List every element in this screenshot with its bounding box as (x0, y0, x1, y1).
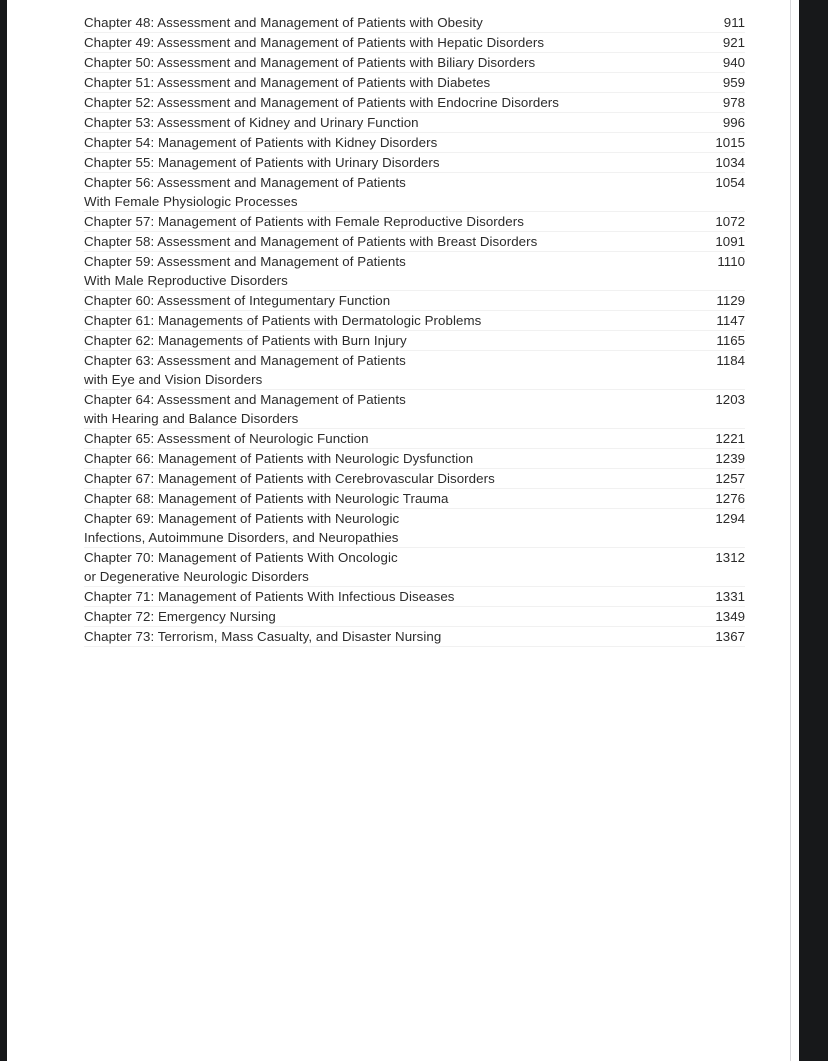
toc-entry[interactable] (84, 53, 745, 73)
toc-entry-line (84, 390, 745, 428)
toc-entry[interactable] (84, 113, 745, 133)
toc-entry[interactable] (84, 429, 745, 449)
toc-entry-line (84, 469, 745, 488)
toc-entry-page-number: 1239 (715, 451, 745, 466)
toc-entry-page-number: 1110 (717, 254, 745, 269)
toc-entry-page-number: 1054 (715, 175, 745, 190)
toc-entry[interactable] (84, 390, 745, 429)
toc-entry-page-number: 978 (722, 95, 745, 110)
toc-entry-title: Chapter 57: Management of Patients with Female Reproductive Disorders (84, 214, 524, 229)
toc-entry[interactable] (84, 587, 745, 607)
toc-entry[interactable] (84, 73, 745, 93)
toc-entry[interactable] (84, 33, 745, 53)
toc-entry[interactable] (84, 291, 745, 311)
toc-entry[interactable] (84, 13, 745, 33)
toc-entry-line (84, 607, 745, 626)
toc-entry-page-number: 996 (722, 115, 745, 130)
toc-entry-title: Chapter 68: Management of Patients with Neurologic Trauma (84, 491, 449, 506)
toc-entry[interactable] (84, 232, 745, 252)
toc-entry-line (84, 13, 745, 32)
toc-entry-title: Chapter 62: Managements of Patients with Burn Injury (84, 333, 407, 348)
toc-entry-page-number: 1221 (715, 431, 745, 446)
toc-entry-title: Chapter 60: Assessment of Integumentary Function (84, 293, 391, 308)
toc-entry-line (84, 311, 745, 330)
toc-entry-line (84, 489, 745, 508)
toc-entry-title: Chapter 53: Assessment of Kidney and Urinary Function (84, 115, 419, 130)
toc-entry-line (84, 212, 745, 231)
toc-entry-line (84, 449, 745, 468)
toc-entry[interactable] (84, 449, 745, 469)
toc-entry-line (84, 93, 745, 112)
toc-entry[interactable] (84, 153, 745, 173)
toc-entry-title: Chapter 66: Management of Patients with Neurologic Dysfunction (84, 451, 474, 466)
toc-entry-title: Chapter 58: Assessment and Management of Patients with Breast Disorders (84, 234, 538, 249)
toc-entry-page-number: 1147 (716, 313, 745, 328)
toc-entry-title: Chapter 54: Management of Patients with Kidney Disorders (84, 135, 438, 150)
toc-entry[interactable] (84, 173, 745, 212)
toc-entry-page-number: 1312 (715, 550, 745, 565)
toc-entry[interactable] (84, 311, 745, 331)
toc-entry[interactable] (84, 469, 745, 489)
toc-entry[interactable] (84, 627, 745, 647)
toc-entry-line (84, 252, 745, 290)
toc-entry-title: Chapter 65: Assessment of Neurologic Function (84, 431, 369, 446)
toc-entry[interactable] (84, 607, 745, 627)
toc-entry-line (84, 548, 745, 586)
toc-entry-title: Chapter 71: Management of Patients With Infectious Diseases (84, 589, 455, 604)
toc-entry-page-number: 1331 (715, 589, 745, 604)
toc-entry-title: Chapter 51: Assessment and Management of Patients with Diabetes (84, 75, 491, 90)
toc-entry[interactable] (84, 509, 745, 548)
toc-entry-line (84, 291, 745, 310)
toc-entry-page-number: 1015 (715, 135, 745, 150)
toc-entry-line (84, 33, 745, 52)
toc-entry-page-number: 1072 (715, 214, 745, 229)
toc-entry[interactable] (84, 548, 745, 587)
toc-entry-title: Chapter 69: Management of Patients with Neurologic Infections, Autoimmune Disorders, and Neuropathies (84, 511, 400, 545)
toc-entry-line (84, 173, 745, 211)
toc-entry-title: Chapter 70: Management of Patients With Oncologic or Degenerative Neurologic Disorders (84, 550, 398, 584)
toc-entry[interactable] (84, 252, 745, 291)
toc-entry[interactable] (84, 93, 745, 113)
toc-entry-page-number: 1203 (715, 392, 745, 407)
toc-entry-line (84, 587, 745, 606)
toc-entry-title: Chapter 72: Emergency Nursing (84, 609, 276, 624)
toc-entry-line (84, 133, 745, 152)
toc-entry-line (84, 153, 745, 172)
toc-entry-title: Chapter 55: Management of Patients with Urinary Disorders (84, 155, 440, 170)
toc-entry-title: Chapter 52: Assessment and Management of Patients with Endocrine Disorders (84, 95, 559, 110)
toc-entry-page-number: 1129 (716, 293, 745, 308)
toc-entry-title: Chapter 73: Terrorism, Mass Casualty, and Disaster Nursing (84, 629, 442, 644)
toc-entry-line (84, 232, 745, 251)
toc-entry-line (84, 509, 745, 547)
toc-entry-title: Chapter 48: Assessment and Management of Patients with Obesity (84, 15, 483, 30)
toc-entry[interactable] (84, 489, 745, 509)
scan-edge-rule-right (790, 0, 791, 1061)
toc-entry-title: Chapter 61: Managements of Patients with Dermatologic Problems (84, 313, 482, 328)
toc-entry-page-number: 1034 (715, 155, 745, 170)
toc-entry-title: Chapter 64: Assessment and Management of Patients with Hearing and Balance Disorders (84, 392, 406, 426)
toc-entry-page-number: 1091 (715, 234, 745, 249)
toc-entry-line (84, 627, 745, 646)
toc-entry-page-number: 1184 (716, 353, 745, 368)
toc-entry-title: Chapter 63: Assessment and Management of Patients with Eye and Vision Disorders (84, 353, 406, 387)
toc-entry-title: Chapter 67: Management of Patients with Cerebrovascular Disorders (84, 471, 495, 486)
toc-entry-line (84, 73, 745, 92)
toc-entry-title: Chapter 59: Assessment and Management of Patients With Male Reproductive Disorders (84, 254, 406, 288)
toc-entry[interactable] (84, 351, 745, 390)
scan-edge-band-left (0, 0, 7, 1061)
toc-entry-line (84, 113, 745, 132)
toc-entry-page-number: 1294 (715, 511, 745, 526)
toc-entry[interactable] (84, 331, 745, 351)
toc-entry-page-number: 1257 (715, 471, 745, 486)
toc-entry-title: Chapter 56: Assessment and Management of Patients With Female Physiologic Processes (84, 175, 406, 209)
scan-edge-band-right (799, 0, 828, 1061)
toc-entry-line (84, 53, 745, 72)
toc-entry-page-number: 921 (722, 35, 745, 50)
toc-entry[interactable] (84, 212, 745, 232)
toc-entry-line (84, 331, 745, 350)
toc-entry[interactable] (84, 133, 745, 153)
toc-entry-line (84, 429, 745, 448)
toc-entry-page-number: 1367 (715, 629, 745, 644)
toc-entry-page-number: 959 (722, 75, 745, 90)
toc-entry-line (84, 351, 745, 389)
table-of-contents (84, 13, 745, 647)
toc-entry-title: Chapter 50: Assessment and Management of Patients with Biliary Disorders (84, 55, 536, 70)
toc-entry-page-number: 940 (722, 55, 745, 70)
toc-entry-page-number: 1276 (715, 491, 745, 506)
toc-entry-title: Chapter 49: Assessment and Management of Patients with Hepatic Disorders (84, 35, 545, 50)
toc-entry-page-number: 1165 (716, 333, 745, 348)
toc-entry-page-number: 1349 (715, 609, 745, 624)
toc-entry-page-number: 911 (723, 15, 745, 30)
